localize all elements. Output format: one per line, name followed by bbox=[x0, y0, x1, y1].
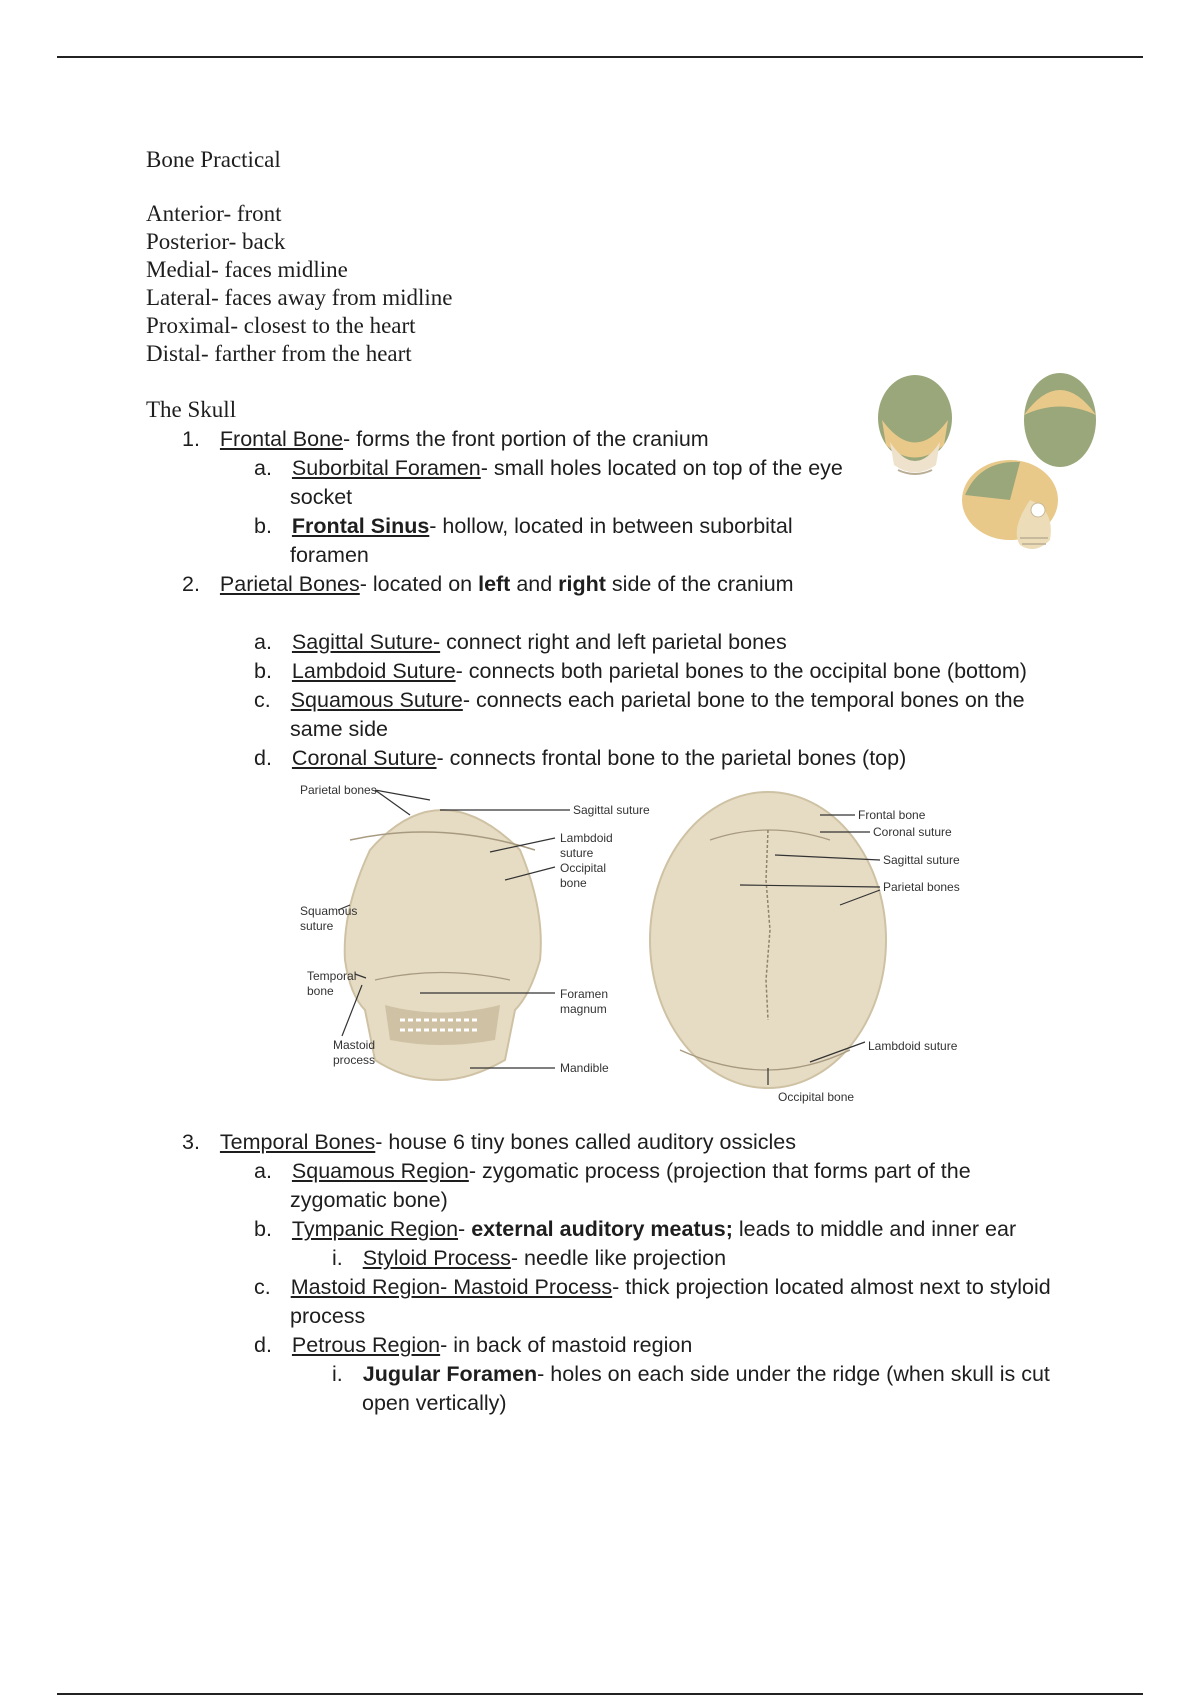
term-styloid-process: Styloid Process bbox=[362, 1246, 511, 1270]
label-lambdoid-1: Lambdoid bbox=[560, 831, 613, 845]
skull-illustration-side bbox=[962, 460, 1058, 549]
term-squamous-region: Squamous Region bbox=[291, 1159, 469, 1183]
term-lambdoid-suture: Lambdoid Suture bbox=[291, 659, 456, 683]
outline-item-3d bbox=[254, 1331, 692, 1359]
definition-text: and bbox=[510, 572, 559, 596]
bold-right: right bbox=[558, 572, 606, 596]
definition-text: - holes on each side under the ridge (when skull is cut bbox=[537, 1362, 1050, 1386]
list-letter: b. bbox=[254, 514, 272, 538]
outline-item-3 bbox=[182, 1128, 796, 1156]
label-occipital-2: bone bbox=[560, 876, 587, 890]
term-squamous-suture: Squamous Suture bbox=[290, 688, 463, 712]
term-suborbital-foramen: Suborbital Foramen bbox=[291, 456, 481, 480]
outline-item-3b-i bbox=[332, 1244, 726, 1272]
term-anterior: Anterior- front bbox=[146, 201, 282, 226]
definition-text: side of the cranium bbox=[605, 572, 794, 596]
outline-item-2b bbox=[254, 657, 1027, 685]
outline-item-3d-i bbox=[332, 1360, 1050, 1388]
label-mandible: Mandible bbox=[560, 1061, 609, 1075]
definition-text: - in back of mastoid region bbox=[440, 1333, 693, 1357]
label-temporal-2: bone bbox=[307, 984, 334, 998]
definition-text: - connects each parietal bone to the temporal bones on the bbox=[462, 688, 1025, 712]
term-parietal-bones: Parietal Bones bbox=[219, 572, 360, 596]
label-temporal-1: Temporal bbox=[307, 969, 357, 983]
label-mastoid-1: Mastoid bbox=[333, 1038, 376, 1052]
definition-text: - hollow, located in between suborbital bbox=[429, 514, 793, 538]
list-number: 2. bbox=[182, 572, 200, 596]
label-foramen-2: magnum bbox=[560, 1002, 607, 1016]
continuation-text: socket bbox=[290, 485, 353, 509]
skull-illustration-top bbox=[1024, 373, 1096, 467]
outline-item-1b bbox=[254, 512, 793, 540]
outline-item-1a bbox=[254, 454, 843, 482]
skull-illustration-front bbox=[878, 375, 952, 474]
label-parietal-bones-top: Parietal bones bbox=[883, 880, 960, 894]
label-sagittal-suture-top: Sagittal suture bbox=[883, 853, 960, 867]
continuation-text: process bbox=[290, 1304, 366, 1328]
definition-text: - forms the front portion of the cranium bbox=[343, 427, 709, 451]
continuation-text: foramen bbox=[290, 543, 369, 567]
label-frontal-bone: Frontal bone bbox=[858, 808, 926, 822]
outline-item-1 bbox=[182, 425, 709, 453]
term-frontal-sinus: Frontal Sinus bbox=[291, 514, 430, 538]
list-roman: i. bbox=[332, 1362, 343, 1386]
term-temporal-bones: Temporal Bones bbox=[219, 1130, 376, 1154]
bold-left: left bbox=[478, 572, 511, 596]
list-letter: d. bbox=[254, 1333, 272, 1357]
term-jugular-foramen: Jugular Foramen bbox=[362, 1362, 538, 1386]
label-mastoid-2: process bbox=[333, 1053, 376, 1067]
list-letter: b. bbox=[254, 1217, 272, 1241]
term-posterior: Posterior- back bbox=[146, 229, 286, 254]
definition-text: - zygomatic process (projection that forms part of the bbox=[468, 1159, 971, 1183]
label-parietal-bones: Parietal bones bbox=[300, 783, 377, 797]
list-letter: d. bbox=[254, 746, 272, 770]
definition-text: - connects both parietal bones to the occipital bone (bottom) bbox=[455, 659, 1027, 683]
skull-regions-illustration bbox=[870, 370, 1110, 580]
term-mastoid-region: Mastoid Region- Mastoid Process bbox=[290, 1275, 613, 1299]
continuation-text: same side bbox=[290, 717, 388, 741]
definition-text: - connects frontal bone to the parietal bones (top) bbox=[436, 746, 907, 770]
outline-item-3b bbox=[254, 1215, 1016, 1243]
outline-item-2c bbox=[254, 686, 1025, 714]
label-foramen-1: Foramen bbox=[560, 987, 609, 1001]
outline-item-2 bbox=[182, 570, 794, 598]
label-lambdoid-2: suture bbox=[560, 846, 594, 860]
outline-item-3c bbox=[254, 1273, 1051, 1301]
term-proximal: Proximal- closest to the heart bbox=[146, 313, 416, 338]
term-coronal-suture: Coronal Suture bbox=[291, 746, 437, 770]
page-title: Bone Practical bbox=[146, 147, 281, 172]
label-coronal-suture: Coronal suture bbox=[873, 825, 952, 839]
list-letter: a. bbox=[254, 456, 272, 480]
definition-text: - thick projection located almost next to styloid bbox=[612, 1275, 1051, 1299]
definition-text: - bbox=[458, 1217, 472, 1241]
label-squamous-1: Squamous bbox=[300, 904, 358, 918]
term-lateral: Lateral- faces away from midline bbox=[146, 285, 453, 310]
definition-text: - needle like projection bbox=[510, 1246, 727, 1270]
bold-external-auditory-meatus: external auditory meatus; bbox=[471, 1217, 733, 1241]
term-tympanic-region: Tympanic Region bbox=[291, 1217, 459, 1241]
outline-item-2a bbox=[254, 628, 787, 656]
term-medial: Medial- faces midline bbox=[146, 257, 348, 282]
section-title-skull: The Skull bbox=[146, 397, 237, 422]
definition-text: connect right and left parietal bones bbox=[440, 630, 787, 654]
term-sagittal-suture: Sagittal Suture- bbox=[291, 630, 441, 654]
definition-text: - house 6 tiny bones called auditory ossicles bbox=[375, 1130, 796, 1154]
label-lambdoid-suture-top: Lambdoid suture bbox=[868, 1039, 958, 1053]
list-roman: i. bbox=[332, 1246, 343, 1270]
definition-text: leads to middle and inner ear bbox=[732, 1217, 1017, 1241]
label-occipital-1: Occipital bbox=[560, 861, 607, 875]
list-letter: a. bbox=[254, 1159, 272, 1183]
label-occipital-bone-top: Occipital bone bbox=[778, 1090, 855, 1104]
list-number: 3. bbox=[182, 1130, 200, 1154]
header-rule bbox=[57, 56, 1143, 58]
definition-text: - located on bbox=[359, 572, 479, 596]
list-letter: c. bbox=[254, 688, 271, 712]
outline-item-3a bbox=[254, 1157, 971, 1185]
footer-rule bbox=[57, 1693, 1143, 1695]
list-number: 1. bbox=[182, 427, 200, 451]
definition-text: - small holes located on top of the eye bbox=[480, 456, 843, 480]
superior-skull-image bbox=[650, 792, 886, 1088]
list-letter: b. bbox=[254, 659, 272, 683]
term-petrous-region: Petrous Region bbox=[291, 1333, 441, 1357]
skull-figure bbox=[290, 780, 1010, 1120]
continuation-text: open vertically) bbox=[362, 1391, 507, 1415]
list-letter: a. bbox=[254, 630, 272, 654]
continuation-text: zygomatic bone) bbox=[290, 1188, 448, 1212]
term-distal: Distal- farther from the heart bbox=[146, 341, 412, 366]
outline-item-2d bbox=[254, 744, 906, 772]
label-sagittal-suture: Sagittal suture bbox=[573, 803, 650, 817]
list-letter: c. bbox=[254, 1275, 271, 1299]
term-frontal-bone: Frontal Bone bbox=[219, 427, 344, 451]
label-squamous-2: suture bbox=[300, 919, 334, 933]
